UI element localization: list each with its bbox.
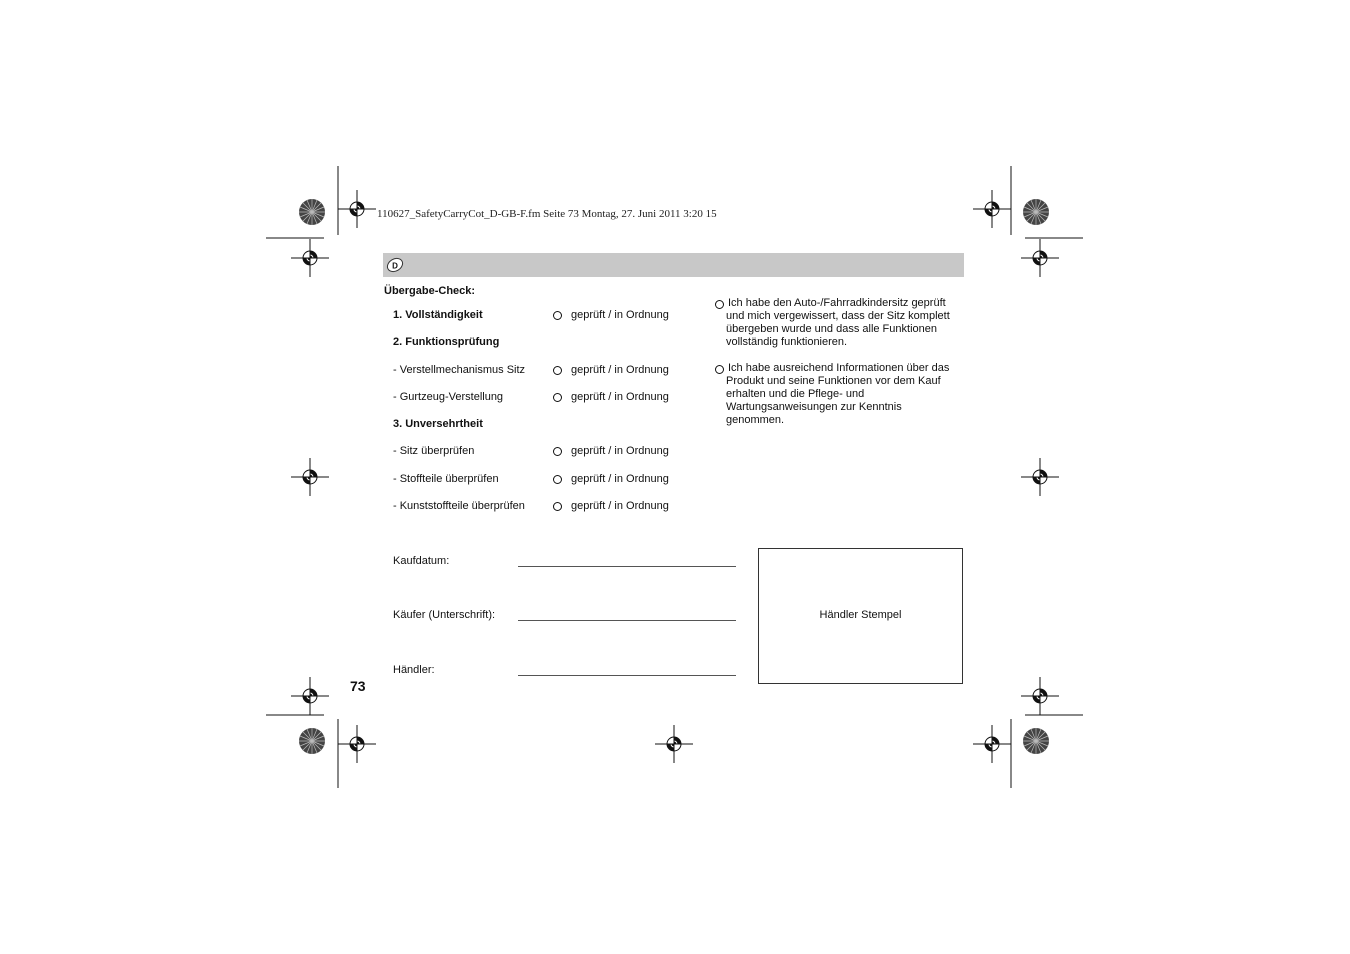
status-label: geprüft / in Ordnung	[571, 445, 669, 457]
status-label: geprüft / in Ordnung	[571, 364, 669, 376]
checkbox-circle[interactable]	[553, 502, 562, 511]
declaration-checkbox[interactable]	[715, 365, 724, 374]
kaeufer-label: Käufer (Unterschrift):	[393, 609, 496, 621]
checkbox-circle[interactable]	[553, 475, 562, 484]
checkbox-circle[interactable]	[553, 366, 562, 375]
checkbox-circle[interactable]	[553, 393, 562, 402]
haendler-label: Händler:	[393, 664, 435, 676]
haendler-field[interactable]	[518, 675, 736, 676]
language-d-icon	[386, 256, 404, 274]
status-label: geprüft / in Ordnung	[571, 309, 669, 321]
item-stoffteile: - Stoffteile überprüfen	[393, 473, 499, 485]
declaration-2: Ich habe ausreichend Informationen über das Produkt und seine Funktionen vor dem Kauf erhalten und die Pflege- und Wartungsanweisungen zur Kenntnis genommen.	[726, 362, 950, 426]
status-label: geprüft / in Ordnung	[571, 391, 669, 403]
page-title: Übergabe-Check:	[384, 285, 476, 297]
section-unversehrtheit: 3. Unversehrtheit	[393, 418, 483, 430]
status-label: geprüft / in Ordnung	[571, 473, 669, 485]
checkbox-circle[interactable]	[553, 311, 562, 320]
dealer-stamp-label: Händler Stempel	[819, 609, 902, 621]
section-funktionspruefung: 2. Funktionsprüfung	[393, 336, 500, 348]
kaufdatum-label: Kaufdatum:	[393, 555, 450, 567]
declaration-checkbox[interactable]	[715, 300, 724, 309]
item-kunststoffteile: - Kunststoffteile überprüfen	[393, 500, 525, 512]
section-vollstaendigkeit: 1. Vollständigkeit	[393, 309, 483, 321]
item-gurtzeug: - Gurtzeug-Verstellung	[393, 391, 504, 403]
declaration-1: Ich habe den Auto-/Fahrradkindersitz geprüft und mich vergewissert, dass der Sitz komplett übergeben wurde und dass alle Funktionen vollständig funktionieren.	[726, 297, 950, 348]
kaeufer-signature-field[interactable]	[518, 620, 736, 621]
kaufdatum-field[interactable]	[518, 566, 736, 567]
item-sitz: - Sitz überprüfen	[393, 445, 475, 457]
language-banner	[383, 253, 964, 277]
svg-text:D: D	[392, 261, 398, 271]
status-label: geprüft / in Ordnung	[571, 500, 669, 512]
page-number: 73	[350, 678, 366, 694]
checkbox-circle[interactable]	[553, 447, 562, 456]
item-verstellmechanismus: - Verstellmechanismus Sitz	[393, 364, 526, 376]
file-header: 110627_SafetyCarryCot_D-GB-F.fm Seite 73 Montag, 27. Juni 2011 3:20 15	[377, 208, 717, 220]
